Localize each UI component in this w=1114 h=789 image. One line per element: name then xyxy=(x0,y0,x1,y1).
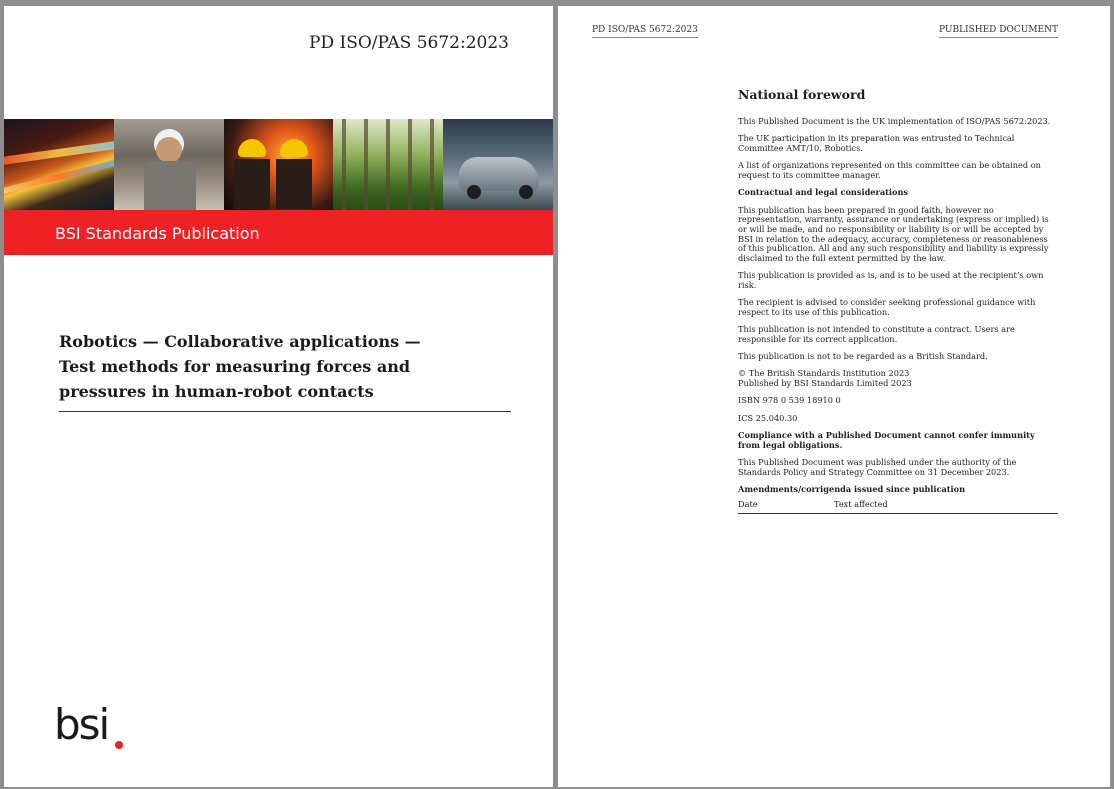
foreword-paragraph: This publication is not intended to constitute a contract. Users are responsible for its correct application. xyxy=(738,324,1015,344)
bsi-logo: bsi xyxy=(54,700,109,749)
bsi-logo-dot xyxy=(115,741,123,749)
amendments-heading: Amendments/corrigenda issued since publication xyxy=(738,484,966,495)
factory-worker-photo xyxy=(114,119,224,210)
ics: ICS 25.040.30 xyxy=(738,412,798,423)
authority-note: This Published Document was published under the authority of the Standards Policy and Strategy Committee on 31 December 2023. xyxy=(738,457,1017,477)
cover-title-line: Robotics — Collaborative applications — xyxy=(59,332,421,351)
foreword-paragraph: A list of organizations represented on this committee can be obtained on request to its committee manager. xyxy=(738,160,1041,180)
foreword-paragraph: This publication has been prepared in good faith, however no representation, warranty, assurance or undertaking (express or implied) is or will be made, and no responsibility or liability is or will be accepted by BSI in relation to the adequacy, accuracy, completeness or reasonableness of this publication. All and any such responsibility and liability is expressly disclaimed to the full extent permitted by the law. xyxy=(738,204,1049,263)
cover-title-line: pressures in human-robot contacts xyxy=(59,382,374,401)
contract-heading: Contractual and legal considerations xyxy=(738,187,909,198)
cover-title xyxy=(59,329,519,404)
publisher-line: Published by BSI Standards Limited 2023 xyxy=(738,378,912,389)
forest-photo xyxy=(333,119,443,210)
band-label: BSI Standards Publication xyxy=(55,224,260,243)
light-trails-photo xyxy=(4,119,114,210)
amend-col-date: Date xyxy=(738,498,758,509)
title-divider xyxy=(59,411,511,412)
copyright-block xyxy=(738,369,1058,388)
car-assembly-photo xyxy=(443,119,553,210)
amendments-table-header xyxy=(738,500,1058,515)
foreword-page xyxy=(558,6,1110,787)
cover-page xyxy=(4,6,553,787)
compliance-note: Compliance with a Published Document cannot confer immunity from legal obligations. xyxy=(738,430,1035,450)
cover-doc-number: PD ISO/PAS 5672:2023 xyxy=(309,33,509,53)
copyright-line: © The British Standards Institution 2023 xyxy=(738,368,910,379)
firefighters-photo xyxy=(224,119,334,210)
foreword-content xyxy=(738,88,1058,514)
foreword-paragraph: This publication is not to be regarded as a British Standard. xyxy=(738,351,988,362)
foreword-paragraph: The recipient is advised to consider seeking professional guidance with respect to its use of this publication. xyxy=(738,297,1036,317)
running-header-label: PUBLISHED DOCUMENT xyxy=(939,25,1058,38)
amend-col-text: Text affected xyxy=(834,498,888,509)
isbn: ISBN 978 0 539 18910 0 xyxy=(738,395,841,406)
cover-photo-strip xyxy=(4,119,553,210)
foreword-paragraph: The UK participation in its preparation was entrusted to Technical Committee AMT/10, Robotics. xyxy=(738,133,1015,153)
foreword-heading: National foreword xyxy=(738,87,866,102)
cover-title-line: Test methods for measuring forces and xyxy=(59,357,411,376)
publication-band xyxy=(4,210,553,255)
foreword-paragraph: This Published Document is the UK implementation of ISO/PAS 5672:2023. xyxy=(738,116,1051,126)
running-header-doc-number: PD ISO/PAS 5672:2023 xyxy=(592,25,698,38)
foreword-paragraph: This publication is provided as is, and is to be used at the recipient’s own risk. xyxy=(738,270,1044,290)
